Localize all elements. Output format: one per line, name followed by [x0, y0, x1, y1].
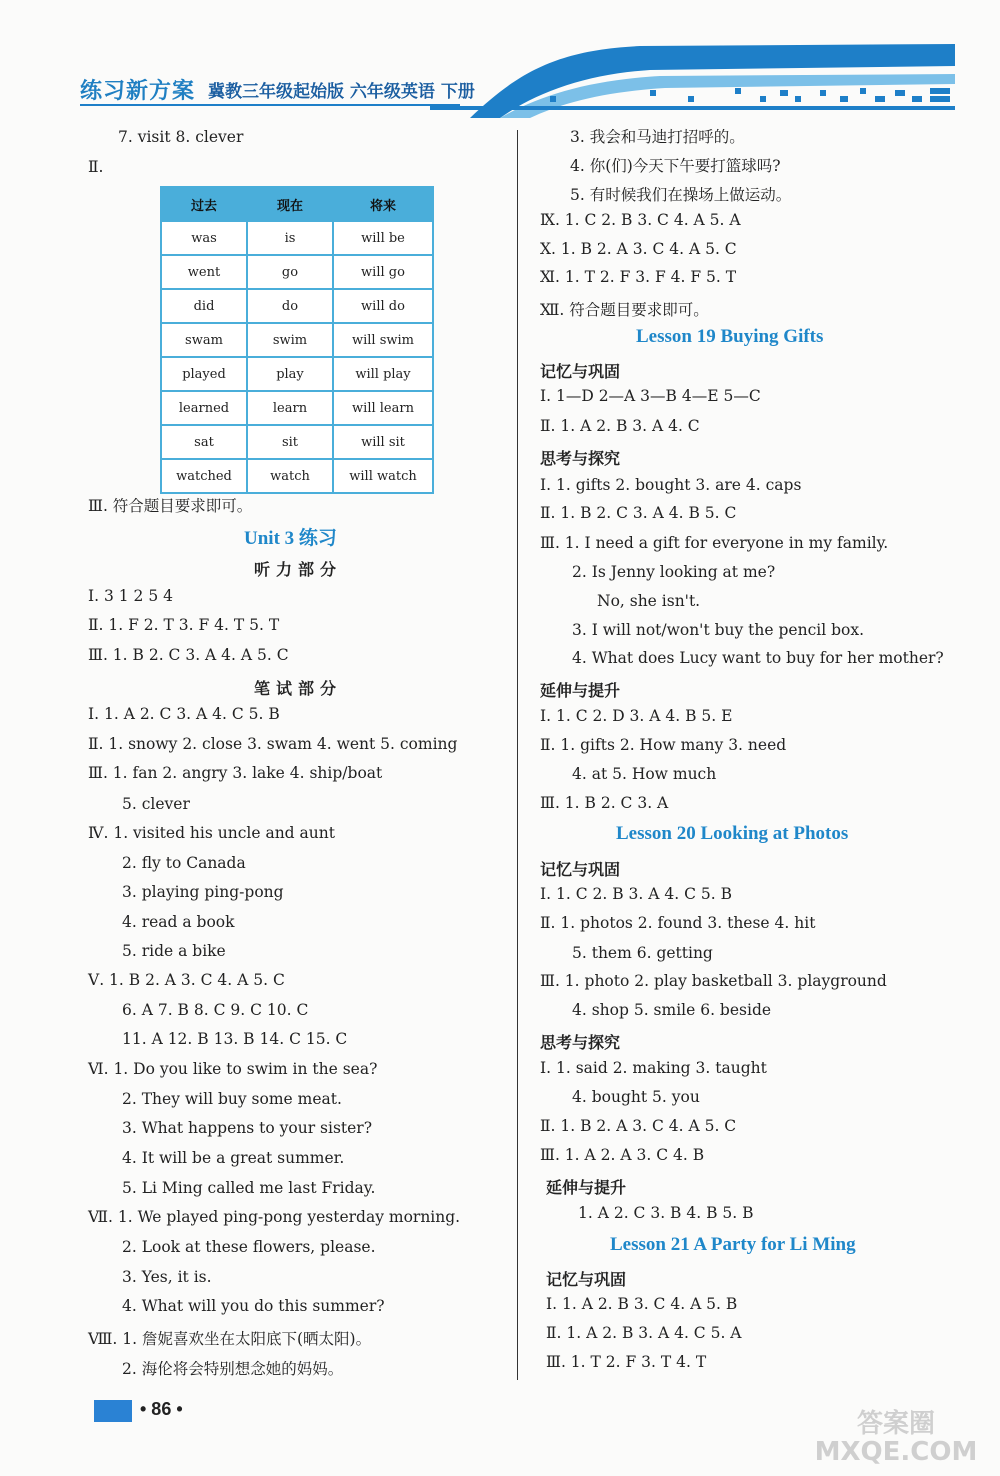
answer-line: 5. them 6. getting [572, 944, 713, 962]
answer-line: Ⅱ. [88, 158, 104, 176]
book-subtitle: 冀教三年级起始版 六年级英语 下册 [208, 82, 475, 102]
answer-line: Ⅲ. 1. B 2. C 3. A [540, 794, 669, 812]
table-row [161, 289, 433, 323]
answer-line: 3. playing ping-pong [122, 883, 284, 901]
table-cell: was [161, 221, 247, 255]
answer-line: 1. A 2. C 3. B 4. B 5. B [578, 1204, 754, 1222]
table-cell: went [161, 255, 247, 289]
book-brand: 练习新方案 [80, 79, 196, 104]
answer-line: 5. ride a bike [122, 942, 226, 960]
table-row [161, 391, 433, 425]
answer-line: 3. I will not/won't buy the pencil box. [572, 621, 865, 639]
tense-header-present: 现在 [247, 187, 333, 221]
answer-line: Ⅰ. 1. gifts 2. bought 3. are 4. caps [540, 476, 802, 494]
table-cell: go [247, 255, 333, 289]
unit-title: Unit 3 练习 [244, 528, 337, 549]
table-cell: learn [247, 391, 333, 425]
table-row [161, 459, 433, 493]
table-cell: will play [333, 357, 433, 391]
answer-line: 4. It will be a great summer. [122, 1149, 345, 1167]
answer-line: Ⅰ. 1. A 2. C 3. A 4. C 5. B [88, 705, 280, 723]
column-divider [517, 130, 518, 1380]
table-cell: sat [161, 425, 247, 459]
lesson-21-title: Lesson 21 A Party for Li Ming [610, 1234, 856, 1255]
answer-line: Ⅱ. 1. A 2. B 3. A 4. C [540, 417, 700, 435]
answer-line: Ⅱ. 1. B 2. A 3. C 4. A 5. C [540, 1117, 737, 1135]
answer-line: Ⅳ. 1. visited his uncle and aunt [88, 824, 335, 842]
tense-table [160, 186, 434, 494]
table-cell: is [247, 221, 333, 255]
answer-line: Ⅲ. 1. I need a gift for everyone in my family. [540, 534, 889, 552]
answer-line: Ⅲ. 符合题目要求即可。 [88, 497, 253, 515]
section-heading: 记忆与巩固 [540, 860, 621, 879]
table-cell: swam [161, 323, 247, 357]
answer-line: No, she isn't. [597, 592, 701, 610]
answer-line: Ⅻ. 符合题目要求即可。 [540, 301, 709, 319]
table-cell: watched [161, 459, 247, 493]
answer-line: Ⅱ. 1. B 2. C 3. A 4. B 5. C [540, 504, 737, 522]
table-cell: will go [333, 255, 433, 289]
answer-line: 4. shop 5. smile 6. beside [572, 1001, 772, 1019]
answer-line: 4. read a book [122, 913, 235, 931]
section-heading: 思考与探究 [540, 1033, 621, 1052]
answer-line: Ⅲ. 1. T 2. F 3. T 4. T [546, 1353, 707, 1371]
answer-line: 2. fly to Canada [122, 854, 246, 872]
table-row [161, 425, 433, 459]
answer-line: Ⅱ. 1. snowy 2. close 3. swam 4. went 5. coming [88, 735, 458, 753]
answer-line: 4. bought 5. you [572, 1088, 700, 1106]
section-heading: 记忆与巩固 [540, 362, 621, 381]
table-cell: did [161, 289, 247, 323]
table-cell: will do [333, 289, 433, 323]
table-row [161, 221, 433, 255]
page-number: • 86 • [140, 1399, 183, 1419]
answer-line: Ⅶ. 1. We played ping-pong yesterday morning. [88, 1208, 461, 1226]
section-heading: 延伸与提升 [540, 681, 621, 700]
answer-line: Ⅰ. 1. C 2. D 3. A 4. B 5. E [540, 707, 733, 725]
tense-header-future: 将来 [333, 187, 433, 221]
table-cell: swim [247, 323, 333, 357]
answer-line: 4. What does Lucy want to buy for her mother? [572, 649, 944, 667]
answer-line: 5. clever [122, 795, 190, 813]
section-heading: 听力部分 [254, 560, 343, 579]
answer-line: Ⅱ. 1. F 2. T 3. F 4. T 5. T [88, 616, 280, 634]
answer-line: 11. A 12. B 13. B 14. C 15. C [122, 1030, 348, 1048]
table-cell: will watch [333, 459, 433, 493]
answer-line: Ⅲ. 1. fan 2. angry 3. lake 4. ship/boat [88, 764, 383, 782]
answer-line: 2. 海伦将会特别想念她的妈妈。 [122, 1360, 344, 1378]
answer-line: Ⅱ. 1. gifts 2. How many 3. need [540, 736, 787, 754]
answer-line: 3. What happens to your sister? [122, 1119, 373, 1137]
table-cell: will be [333, 221, 433, 255]
table-row [161, 357, 433, 391]
table-cell: will swim [333, 323, 433, 357]
table-cell: will sit [333, 425, 433, 459]
answer-line: Ⅵ. 1. Do you like to swim in the sea? [88, 1060, 378, 1078]
section-heading: 延伸与提升 [546, 1178, 627, 1197]
lesson-19-title: Lesson 19 Buying Gifts [636, 326, 824, 347]
answer-line: 5. 有时候我们在操场上做运动。 [570, 186, 792, 204]
answer-line: Ⅲ. 1. B 2. C 3. A 4. A 5. C [88, 646, 289, 664]
table-cell: learned [161, 391, 247, 425]
answer-line: 2. They will buy some meat. [122, 1090, 342, 1108]
page-marker [94, 1400, 132, 1422]
answer-line: 7. visit 8. clever [118, 128, 244, 146]
answer-line: Ⅸ. 1. C 2. B 3. C 4. A 5. A [540, 211, 741, 229]
table-row [161, 323, 433, 357]
answer-line: 4. 你(们)今天下午要打篮球吗? [570, 157, 781, 175]
answer-line: Ⅰ. 1—D 2—A 3—B 4—E 5—C [540, 387, 761, 405]
answer-line: Ⅴ. 1. B 2. A 3. C 4. A 5. C [88, 971, 285, 989]
section-heading: 记忆与巩固 [546, 1270, 627, 1289]
answer-line: Ⅰ. 1. C 2. B 3. A 4. C 5. B [540, 885, 732, 903]
answer-line: Ⅹ. 1. B 2. A 3. C 4. A 5. C [540, 240, 737, 258]
answer-line: Ⅱ. 1. photos 2. found 3. these 4. hit [540, 914, 816, 932]
answer-line: Ⅰ. 1. said 2. making 3. taught [540, 1059, 767, 1077]
answer-line: Ⅰ. 3 1 2 5 4 [88, 587, 173, 605]
watermark: 答案圈 MXQE.COM [814, 1409, 978, 1467]
answer-line: 4. What will you do this summer? [122, 1297, 385, 1315]
table-row [161, 255, 433, 289]
answer-line: Ⅺ. 1. T 2. F 3. F 4. F 5. T [540, 268, 737, 286]
section-heading: 思考与探究 [540, 449, 621, 468]
answer-line: 6. A 7. B 8. C 9. C 10. C [122, 1001, 309, 1019]
answer-line: Ⅲ. 1. A 2. A 3. C 4. B [540, 1146, 705, 1164]
answer-line: 4. at 5. How much [572, 765, 717, 783]
answer-line: 5. Li Ming called me last Friday. [122, 1179, 376, 1197]
table-cell: will learn [333, 391, 433, 425]
answer-line: Ⅷ. 1. 詹妮喜欢坐在太阳底下(晒太阳)。 [88, 1330, 372, 1348]
table-cell: play [247, 357, 333, 391]
answer-line: 3. 我会和马迪打招呼的。 [570, 128, 745, 146]
lesson-20-title: Lesson 20 Looking at Photos [616, 823, 849, 844]
answer-line: Ⅰ. 1. A 2. B 3. C 4. A 5. B [546, 1295, 738, 1313]
table-cell: sit [247, 425, 333, 459]
answer-line: 3. Yes, it is. [122, 1268, 212, 1286]
section-heading: 笔试部分 [254, 679, 343, 698]
answer-line: 2. Is Jenny looking at me? [572, 563, 776, 581]
answer-line: Ⅱ. 1. A 2. B 3. A 4. C 5. A [546, 1324, 742, 1342]
answer-line: 2. Look at these flowers, please. [122, 1238, 376, 1256]
page-header [0, 0, 1000, 118]
table-cell: do [247, 289, 333, 323]
table-cell: played [161, 357, 247, 391]
tense-header-past: 过去 [161, 187, 247, 221]
answer-line: Ⅲ. 1. photo 2. play basketball 3. playground [540, 972, 887, 990]
table-cell: watch [247, 459, 333, 493]
